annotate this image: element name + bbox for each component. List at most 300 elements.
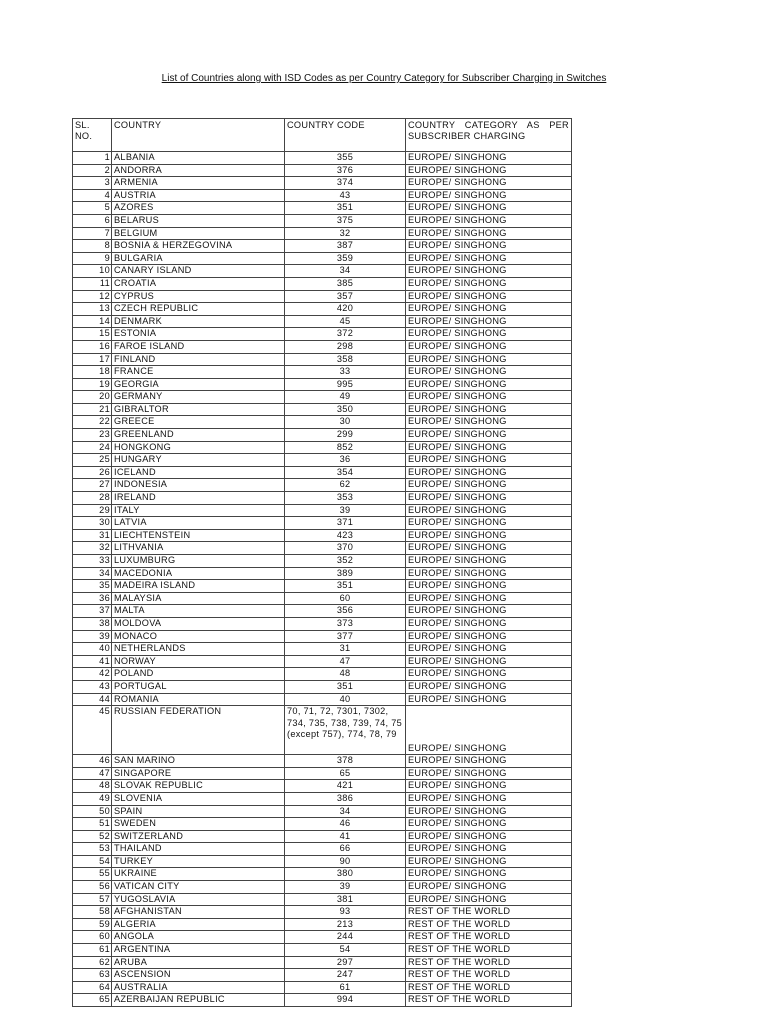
country-code-cell: 420 xyxy=(285,303,406,316)
sl-no-cell: 7 xyxy=(73,227,112,240)
country-cell: VATICAN CITY xyxy=(112,881,285,894)
country-code-cell: 373 xyxy=(285,617,406,630)
country-cell: MALTA xyxy=(112,605,285,618)
country-cell: LITHVANIA xyxy=(112,542,285,555)
country-cell: FRANCE xyxy=(112,366,285,379)
table-row xyxy=(73,391,572,404)
country-code-cell: 60 xyxy=(285,592,406,605)
country-code-cell: 375 xyxy=(285,214,406,227)
country-cell: SLOVENIA xyxy=(112,792,285,805)
table-row xyxy=(73,466,572,479)
category-cell: EUROPE/ SINGHONG xyxy=(406,605,572,618)
sl-no-cell: 21 xyxy=(73,403,112,416)
table-row xyxy=(73,617,572,630)
category-cell: EUROPE/ SINGHONG xyxy=(406,580,572,593)
country-code-cell: 352 xyxy=(285,555,406,568)
table-row xyxy=(73,403,572,416)
country-cell: GREENLAND xyxy=(112,429,285,442)
category-cell: EUROPE/ SINGHONG xyxy=(406,328,572,341)
table-row xyxy=(73,177,572,190)
document-title: List of Countries along with ISD Codes as per Country Category for Subscriber Charging in Switches xyxy=(161,73,607,84)
category-cell: EUROPE/ SINGHONG xyxy=(406,855,572,868)
country-cell: PORTUGAL xyxy=(112,680,285,693)
country-cell: BOSNIA & HERZEGOVINA xyxy=(112,240,285,253)
country-code-table xyxy=(72,118,572,1007)
country-cell: LATVIA xyxy=(112,517,285,530)
table-row xyxy=(73,492,572,505)
sl-no-cell: 31 xyxy=(73,529,112,542)
table-row xyxy=(73,353,572,366)
country-code-cell: 377 xyxy=(285,630,406,643)
category-cell: EUROPE/ SINGHONG xyxy=(406,693,572,706)
category-cell: EUROPE/ SINGHONG xyxy=(406,706,572,755)
category-cell: EUROPE/ SINGHONG xyxy=(406,830,572,843)
table-row xyxy=(73,555,572,568)
sl-no-cell: 16 xyxy=(73,340,112,353)
category-cell: EUROPE/ SINGHONG xyxy=(406,290,572,303)
country-cell: SLOVAK REPUBLIC xyxy=(112,780,285,793)
country-code-cell: 34 xyxy=(285,805,406,818)
country-code-cell: 372 xyxy=(285,328,406,341)
sl-no-cell: 29 xyxy=(73,504,112,517)
country-code-cell: 93 xyxy=(285,906,406,919)
category-cell: EUROPE/ SINGHONG xyxy=(406,517,572,530)
sl-no-cell: 57 xyxy=(73,893,112,906)
sl-no-cell: 60 xyxy=(73,931,112,944)
sl-no-cell: 15 xyxy=(73,328,112,341)
country-code-cell: 299 xyxy=(285,429,406,442)
country-code-cell: 49 xyxy=(285,391,406,404)
table-row xyxy=(73,767,572,780)
country-cell: ANGOLA xyxy=(112,931,285,944)
country-cell: POLAND xyxy=(112,668,285,681)
table-row xyxy=(73,429,572,442)
table-row xyxy=(73,567,572,580)
category-cell: EUROPE/ SINGHONG xyxy=(406,680,572,693)
table-row xyxy=(73,830,572,843)
country-cell: THAILAND xyxy=(112,843,285,856)
country-code-cell: 298 xyxy=(285,340,406,353)
table-row xyxy=(73,956,572,969)
country-cell: AZORES xyxy=(112,202,285,215)
country-code-cell: 423 xyxy=(285,529,406,542)
category-cell: EUROPE/ SINGHONG xyxy=(406,780,572,793)
country-cell: BULGARIA xyxy=(112,252,285,265)
country-code-cell: 46 xyxy=(285,818,406,831)
table-row xyxy=(73,805,572,818)
sl-no-cell: 36 xyxy=(73,592,112,605)
sl-no-cell: 6 xyxy=(73,214,112,227)
category-cell: EUROPE/ SINGHONG xyxy=(406,792,572,805)
country-code-cell: 994 xyxy=(285,994,406,1007)
country-code-cell: 30 xyxy=(285,416,406,429)
category-cell: EUROPE/ SINGHONG xyxy=(406,391,572,404)
table-row xyxy=(73,542,572,555)
table-row xyxy=(73,693,572,706)
country-cell: ARMENIA xyxy=(112,177,285,190)
category-cell: EUROPE/ SINGHONG xyxy=(406,403,572,416)
country-code-cell: 61 xyxy=(285,981,406,994)
sl-no-cell: 62 xyxy=(73,956,112,969)
table-row xyxy=(73,366,572,379)
country-code-cell: 995 xyxy=(285,378,406,391)
table-row xyxy=(73,290,572,303)
table-row xyxy=(73,580,572,593)
category-cell: REST OF THE WORLD xyxy=(406,906,572,919)
sl-no-cell: 30 xyxy=(73,517,112,530)
category-cell: EUROPE/ SINGHONG xyxy=(406,542,572,555)
table-row xyxy=(73,227,572,240)
country-code-cell: 376 xyxy=(285,164,406,177)
country-code-cell: 351 xyxy=(285,580,406,593)
table-row xyxy=(73,630,572,643)
table-row xyxy=(73,780,572,793)
category-cell: EUROPE/ SINGHONG xyxy=(406,366,572,379)
table-row xyxy=(73,164,572,177)
country-code-cell: 244 xyxy=(285,931,406,944)
country-code-cell: 70, 71, 72, 7301, 7302, 734, 735, 738, 739, 74, 75 (except 757), 774, 78, 79 xyxy=(285,706,406,755)
country-code-cell: 387 xyxy=(285,240,406,253)
country-code-cell: 386 xyxy=(285,792,406,805)
country-cell: MOLDOVA xyxy=(112,617,285,630)
table-row xyxy=(73,214,572,227)
sl-no-cell: 11 xyxy=(73,277,112,290)
country-code-cell: 31 xyxy=(285,643,406,656)
table-row xyxy=(73,680,572,693)
table-row xyxy=(73,969,572,982)
category-cell: EUROPE/ SINGHONG xyxy=(406,592,572,605)
country-cell: TURKEY xyxy=(112,855,285,868)
table-row xyxy=(73,981,572,994)
country-code-cell: 354 xyxy=(285,466,406,479)
category-cell: EUROPE/ SINGHONG xyxy=(406,555,572,568)
table-body xyxy=(73,152,572,1007)
country-cell: MALAYSIA xyxy=(112,592,285,605)
sl-no-cell: 19 xyxy=(73,378,112,391)
header-category: COUNTRY CATEGORY AS PER SUBSCRIBER CHARGING xyxy=(406,119,572,152)
table-row xyxy=(73,855,572,868)
category-cell: EUROPE/ SINGHONG xyxy=(406,668,572,681)
country-cell: NETHERLANDS xyxy=(112,643,285,656)
table-row xyxy=(73,328,572,341)
category-cell: EUROPE/ SINGHONG xyxy=(406,630,572,643)
country-code-cell: 66 xyxy=(285,843,406,856)
category-cell: EUROPE/ SINGHONG xyxy=(406,767,572,780)
sl-no-cell: 22 xyxy=(73,416,112,429)
sl-no-cell: 64 xyxy=(73,981,112,994)
sl-no-cell: 59 xyxy=(73,918,112,931)
table-row xyxy=(73,277,572,290)
sl-no-cell: 43 xyxy=(73,680,112,693)
sl-no-cell: 13 xyxy=(73,303,112,316)
category-cell: EUROPE/ SINGHONG xyxy=(406,189,572,202)
category-cell: EUROPE/ SINGHONG xyxy=(406,441,572,454)
table-row xyxy=(73,668,572,681)
header-country-code: COUNTRY CODE xyxy=(285,119,406,152)
country-cell: SWEDEN xyxy=(112,818,285,831)
country-code-cell: 852 xyxy=(285,441,406,454)
country-code-cell: 247 xyxy=(285,969,406,982)
category-cell: EUROPE/ SINGHONG xyxy=(406,454,572,467)
table-row xyxy=(73,240,572,253)
sl-no-cell: 51 xyxy=(73,818,112,831)
category-cell: EUROPE/ SINGHONG xyxy=(406,202,572,215)
category-cell: EUROPE/ SINGHONG xyxy=(406,265,572,278)
table-row xyxy=(73,906,572,919)
country-code-cell: 385 xyxy=(285,277,406,290)
sl-no-cell: 54 xyxy=(73,855,112,868)
table-row xyxy=(73,868,572,881)
country-cell: AUSTRALIA xyxy=(112,981,285,994)
sl-no-cell: 63 xyxy=(73,969,112,982)
sl-no-cell: 10 xyxy=(73,265,112,278)
category-cell: EUROPE/ SINGHONG xyxy=(406,818,572,831)
category-cell: EUROPE/ SINGHONG xyxy=(406,303,572,316)
country-cell: HUNGARY xyxy=(112,454,285,467)
sl-no-cell: 33 xyxy=(73,555,112,568)
table-row xyxy=(73,416,572,429)
country-cell: ALGERIA xyxy=(112,918,285,931)
table-row xyxy=(73,504,572,517)
sl-no-cell: 38 xyxy=(73,617,112,630)
sl-no-cell: 8 xyxy=(73,240,112,253)
country-cell: GEORGIA xyxy=(112,378,285,391)
country-code-cell: 421 xyxy=(285,780,406,793)
category-cell: EUROPE/ SINGHONG xyxy=(406,416,572,429)
country-code-cell: 43 xyxy=(285,189,406,202)
country-code-cell: 39 xyxy=(285,504,406,517)
category-cell: EUROPE/ SINGHONG xyxy=(406,252,572,265)
sl-no-cell: 4 xyxy=(73,189,112,202)
country-code-cell: 351 xyxy=(285,202,406,215)
sl-no-cell: 37 xyxy=(73,605,112,618)
country-cell: HONGKONG xyxy=(112,441,285,454)
country-code-cell: 380 xyxy=(285,868,406,881)
category-cell: EUROPE/ SINGHONG xyxy=(406,152,572,165)
sl-no-cell: 2 xyxy=(73,164,112,177)
country-code-cell: 65 xyxy=(285,767,406,780)
country-code-cell: 353 xyxy=(285,492,406,505)
country-cell: GIBRALTOR xyxy=(112,403,285,416)
table-row xyxy=(73,265,572,278)
table-row xyxy=(73,454,572,467)
table-row xyxy=(73,994,572,1007)
header-country: COUNTRY xyxy=(112,119,285,152)
category-cell: REST OF THE WORLD xyxy=(406,931,572,944)
country-cell: NORWAY xyxy=(112,655,285,668)
table-row xyxy=(73,303,572,316)
category-cell: EUROPE/ SINGHONG xyxy=(406,617,572,630)
country-cell: MACEDONIA xyxy=(112,567,285,580)
sl-no-cell: 48 xyxy=(73,780,112,793)
category-cell: EUROPE/ SINGHONG xyxy=(406,881,572,894)
country-code-cell: 47 xyxy=(285,655,406,668)
sl-no-cell: 5 xyxy=(73,202,112,215)
sl-no-cell: 56 xyxy=(73,881,112,894)
country-cell: GERMANY xyxy=(112,391,285,404)
country-code-cell: 351 xyxy=(285,680,406,693)
category-cell: EUROPE/ SINGHONG xyxy=(406,164,572,177)
country-code-cell: 45 xyxy=(285,315,406,328)
country-code-cell: 374 xyxy=(285,177,406,190)
table-row xyxy=(73,529,572,542)
country-code-cell: 34 xyxy=(285,265,406,278)
sl-no-cell: 35 xyxy=(73,580,112,593)
country-cell: MONACO xyxy=(112,630,285,643)
table-row xyxy=(73,378,572,391)
category-cell: EUROPE/ SINGHONG xyxy=(406,340,572,353)
sl-no-cell: 18 xyxy=(73,366,112,379)
country-cell: LUXUMBURG xyxy=(112,555,285,568)
country-cell: ESTONIA xyxy=(112,328,285,341)
country-code-cell: 90 xyxy=(285,855,406,868)
category-cell: REST OF THE WORLD xyxy=(406,956,572,969)
country-cell: SAN MARINO xyxy=(112,755,285,768)
sl-no-cell: 50 xyxy=(73,805,112,818)
country-code-cell: 54 xyxy=(285,944,406,957)
table-header-row xyxy=(73,119,572,152)
country-code-cell: 40 xyxy=(285,693,406,706)
table-row xyxy=(73,755,572,768)
sl-no-cell: 39 xyxy=(73,630,112,643)
sl-no-cell: 17 xyxy=(73,353,112,366)
sl-no-cell: 1 xyxy=(73,152,112,165)
country-cell: CROATIA xyxy=(112,277,285,290)
category-cell: EUROPE/ SINGHONG xyxy=(406,843,572,856)
table-row xyxy=(73,252,572,265)
country-code-cell: 359 xyxy=(285,252,406,265)
table-row xyxy=(73,441,572,454)
category-cell: EUROPE/ SINGHONG xyxy=(406,893,572,906)
sl-no-cell: 52 xyxy=(73,830,112,843)
category-cell: EUROPE/ SINGHONG xyxy=(406,643,572,656)
sl-no-cell: 42 xyxy=(73,668,112,681)
sl-no-cell: 53 xyxy=(73,843,112,856)
category-cell: REST OF THE WORLD xyxy=(406,969,572,982)
country-code-cell: 381 xyxy=(285,893,406,906)
table-row xyxy=(73,792,572,805)
country-cell: CANARY ISLAND xyxy=(112,265,285,278)
table-row xyxy=(73,944,572,957)
sl-no-cell: 20 xyxy=(73,391,112,404)
table-row xyxy=(73,479,572,492)
country-cell: DENMARK xyxy=(112,315,285,328)
country-cell: CZECH REPUBLIC xyxy=(112,303,285,316)
country-cell: ICELAND xyxy=(112,466,285,479)
category-cell: EUROPE/ SINGHONG xyxy=(406,466,572,479)
country-cell: ASCENSION xyxy=(112,969,285,982)
category-cell: EUROPE/ SINGHONG xyxy=(406,492,572,505)
country-cell: ALBANIA xyxy=(112,152,285,165)
table-row xyxy=(73,340,572,353)
category-cell: REST OF THE WORLD xyxy=(406,994,572,1007)
category-cell: REST OF THE WORLD xyxy=(406,981,572,994)
country-cell: GREECE xyxy=(112,416,285,429)
category-cell: EUROPE/ SINGHONG xyxy=(406,429,572,442)
country-cell: ARUBA xyxy=(112,956,285,969)
sl-no-cell: 45 xyxy=(73,706,112,755)
sl-no-cell: 24 xyxy=(73,441,112,454)
category-cell: EUROPE/ SINGHONG xyxy=(406,315,572,328)
category-cell: EUROPE/ SINGHONG xyxy=(406,868,572,881)
country-cell: ARGENTINA xyxy=(112,944,285,957)
country-cell: LIECHTENSTEIN xyxy=(112,529,285,542)
table-row xyxy=(73,592,572,605)
category-cell: EUROPE/ SINGHONG xyxy=(406,353,572,366)
category-cell: EUROPE/ SINGHONG xyxy=(406,504,572,517)
sl-no-cell: 28 xyxy=(73,492,112,505)
category-cell: EUROPE/ SINGHONG xyxy=(406,227,572,240)
header-sl-no: SL. NO. xyxy=(73,119,112,152)
country-code-cell: 371 xyxy=(285,517,406,530)
table-row xyxy=(73,818,572,831)
country-cell: UKRAINE xyxy=(112,868,285,881)
country-code-cell: 355 xyxy=(285,152,406,165)
sl-no-cell: 44 xyxy=(73,693,112,706)
country-code-cell: 297 xyxy=(285,956,406,969)
table-row xyxy=(73,605,572,618)
sl-no-cell: 12 xyxy=(73,290,112,303)
category-cell: REST OF THE WORLD xyxy=(406,944,572,957)
sl-no-cell: 65 xyxy=(73,994,112,1007)
country-cell: SPAIN xyxy=(112,805,285,818)
sl-no-cell: 14 xyxy=(73,315,112,328)
country-code-cell: 36 xyxy=(285,454,406,467)
sl-no-cell: 40 xyxy=(73,643,112,656)
sl-no-cell: 58 xyxy=(73,906,112,919)
country-code-cell: 32 xyxy=(285,227,406,240)
sl-no-cell: 47 xyxy=(73,767,112,780)
table-row xyxy=(73,315,572,328)
table-row xyxy=(73,706,572,755)
category-cell: EUROPE/ SINGHONG xyxy=(406,567,572,580)
category-cell: EUROPE/ SINGHONG xyxy=(406,479,572,492)
sl-no-cell: 61 xyxy=(73,944,112,957)
country-cell: AZERBAIJAN REPUBLIC xyxy=(112,994,285,1007)
category-cell: EUROPE/ SINGHONG xyxy=(406,277,572,290)
sl-no-cell: 34 xyxy=(73,567,112,580)
country-code-cell: 370 xyxy=(285,542,406,555)
table-row xyxy=(73,881,572,894)
country-cell: YUGOSLAVIA xyxy=(112,893,285,906)
category-cell: EUROPE/ SINGHONG xyxy=(406,240,572,253)
table-row xyxy=(73,202,572,215)
country-cell: SINGAPORE xyxy=(112,767,285,780)
sl-no-cell: 49 xyxy=(73,792,112,805)
country-cell: MADEIRA ISLAND xyxy=(112,580,285,593)
country-cell: IRELAND xyxy=(112,492,285,505)
country-code-cell: 213 xyxy=(285,918,406,931)
country-cell: FINLAND xyxy=(112,353,285,366)
category-cell: EUROPE/ SINGHONG xyxy=(406,177,572,190)
table-row xyxy=(73,843,572,856)
table-row xyxy=(73,655,572,668)
country-cell: ITALY xyxy=(112,504,285,517)
country-code-cell: 378 xyxy=(285,755,406,768)
country-code-cell: 357 xyxy=(285,290,406,303)
sl-no-cell: 26 xyxy=(73,466,112,479)
country-cell: INDONESIA xyxy=(112,479,285,492)
category-cell: EUROPE/ SINGHONG xyxy=(406,529,572,542)
category-cell: EUROPE/ SINGHONG xyxy=(406,214,572,227)
table-row xyxy=(73,189,572,202)
country-cell: BELGIUM xyxy=(112,227,285,240)
country-cell: RUSSIAN FEDERATION xyxy=(112,706,285,755)
sl-no-cell: 32 xyxy=(73,542,112,555)
country-code-cell: 356 xyxy=(285,605,406,618)
sl-no-cell: 9 xyxy=(73,252,112,265)
table-row xyxy=(73,152,572,165)
